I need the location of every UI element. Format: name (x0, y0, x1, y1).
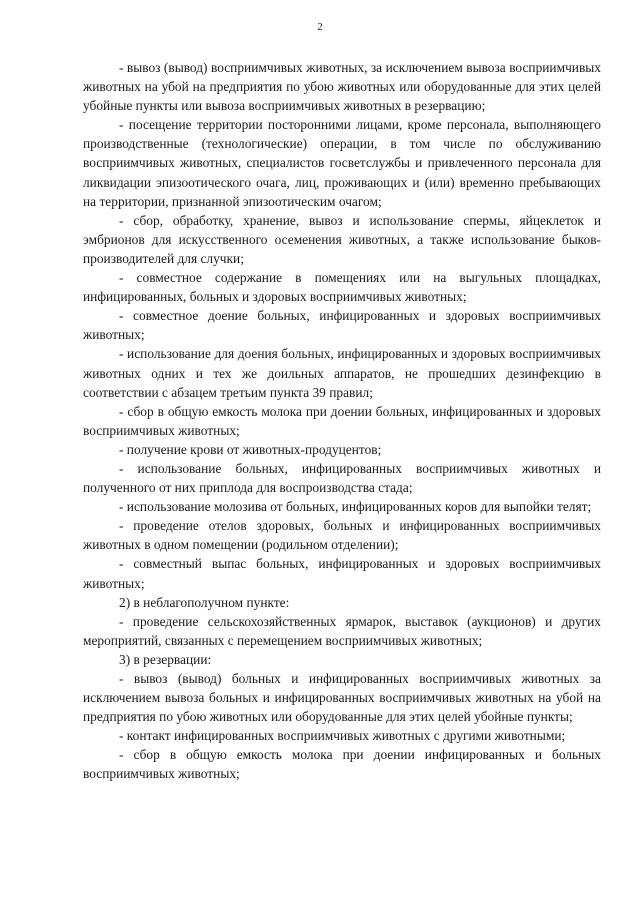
document-body (83, 58, 601, 784)
paragraph: - совместное содержание в помещениях или на выгульных площадках, инфицированных, больных и здоровых восприимчивых животных; (83, 270, 601, 305)
paragraph: - посещение территории посторонними лицами, кроме персонала, выполняющего производственные (технологические) операции, в том числе по обслуживанию восприимчивых животных, специалистов госветслужбы и привлеченного персонала для ликвидации эпизоотического очага, лиц, проживающих и (или) временно пребывающих на территории, признанной эпизоотическим очагом; (83, 117, 601, 209)
subsection-heading: 2) в неблагополучном пункте: (119, 594, 290, 610)
paragraph: - использование больных, инфицированных восприимчивых животных и полученного от них приплода для воспроизводства стада; (83, 460, 601, 496)
paragraph: - совместное доение больных, инфицированных и здоровых восприимчивых животных; (83, 308, 601, 343)
subsection-heading: 3) в резервации: (119, 651, 212, 667)
paragraph: - сбор, обработку, хранение, вывоз и использование спермы, яйцеклеток и эмбрионов для искусственного осеменения животных, а также использование быков-производителей для случки; (83, 212, 601, 266)
paragraph: - вывоз (вывод) восприимчивых животных, за исключением вывоза восприимчивых животных на убой на предприятия по убою животных или оборудованные для этих целей убойные пункты или вывоза восприимчивых животных в резервацию; (83, 60, 601, 114)
paragraph: - сбор в общую емкость молока при доении инфицированных и больных восприимчивых животных; (83, 747, 601, 782)
paragraph: - проведение отелов здоровых, больных и инфицированных восприимчивых животных в одном помещении (родильном отделении); (83, 518, 601, 553)
paragraph: - совместный выпас больных, инфицированных и здоровых восприимчивых животных; (83, 556, 601, 591)
paragraph: - использование молозива от больных, инфицированных коров для выпойки телят; (119, 499, 592, 515)
paragraph: - контакт инфицированных восприимчивых животных с другими животными; (119, 728, 566, 744)
paragraph: - получение крови от животных-продуцентов; (119, 441, 382, 457)
paragraph: - сбор в общую емкость молока при доении больных, инфицированных и здоровых восприимчивых животных; (83, 403, 601, 438)
paragraph: - использование для доения больных, инфицированных и здоровых восприимчивых животных одних и тех же доильных аппаратов, не прошедших дезинфекцию в соответствии с абзацем третьим пункта 39 правил; (83, 346, 601, 400)
paragraph: - вывоз (вывод) больных и инфицированных восприимчивых животных за исключением вывоза больных и инфицированных восприимчивых животных на убой на предприятия по убою животных или оборудованные для этих целей убойные пункты; (83, 671, 601, 725)
page-number: 2 (317, 21, 323, 33)
paragraph: - проведение сельскохозяйственных ярмарок, выставок (аукционов) и других мероприятий, связанных с перемещением восприимчивых животных; (83, 613, 601, 648)
